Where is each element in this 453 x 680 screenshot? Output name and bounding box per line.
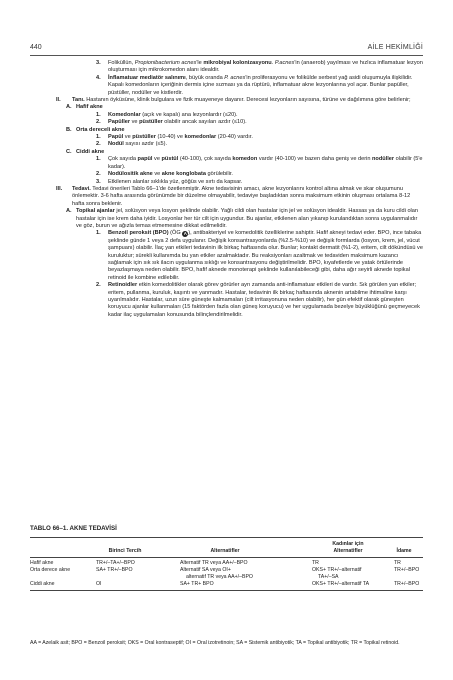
topical-agents-paragraph: A. Topikal ajanlar jel, solüsyon veya losyon şeklinde olabilir. Yağlı cildi olan hastalar için jel ve solüsyon idealdir. Hassas ya da kuru cildi olan hastalar için ise krem daha iyidir. Losyonlar her tür cilt için uygundur. Bu ajanlar, etkilenen alan yıkanıp kurulandıktan sonra uygulanmalıdır ve göz, burun ve ağızla temas etmemesine dikkat edilmelidir. — [66, 208, 419, 229]
column-header-alternatives: Alternatifler — [210, 548, 240, 554]
table-cell: Ciddi akne — [30, 581, 55, 587]
list-item: 3. Etkilenen alanlar sıklıkla yüz, göğüs ve sırtı da kapsar. — [96, 178, 243, 185]
item-follicle-colonization: 3. Foliküllün, Propionibacterium acnes'le mikrobiyal kolonizasyonu. P.acnes'in (anaerob) yayılması ve hızlıca inflamatuar lezyon oluşturması için mikrokomedon alanı idealdir. — [96, 60, 423, 74]
item-inflammatory-mediators: 4. İnflamatuar mediatör salınımı, büyük oranda P. acnes'in proliferasyonu ve folikülde serbest yağ asidi oluşumuyla ilişkilidir. Kapalı komedonların içeriğinin dermis içine sızması ya da rüptürü, inflamatuar akne lezyonlarına yol açar. Bunlar papüller, püstüller, nodüller ve kistlerdir. — [96, 74, 413, 96]
list-item: 2. Papüller ve püstüller olabilir ancak sayıları azdır (≤10). — [96, 119, 247, 126]
table-cell: Orta derece akne — [30, 567, 71, 573]
table-cell: SA+ TR+/–BPO — [96, 567, 133, 573]
table-cell: Alternatif SA veya OI+ — [180, 567, 231, 573]
table-cell: TR — [312, 560, 319, 566]
table-header-rule — [30, 557, 423, 558]
table-cell: SA+ TR+ BPO — [180, 581, 214, 587]
table-cell: TR — [394, 560, 401, 566]
running-title: AİLE HEKİMLİĞİ — [367, 44, 423, 51]
column-header-women-line1: Kadınlar için — [332, 541, 364, 547]
column-header-maintenance: İdame — [396, 548, 412, 554]
table-cell: OKS+ TR+/–alternatif TA — [312, 581, 370, 587]
heading-severe-acne: C. Ciddi akne — [66, 148, 105, 155]
page-number: 440 — [30, 44, 42, 51]
list-item: 1. Papül ve püstüller (10-40) ve komedonlar (20-40) vardır. — [96, 134, 253, 141]
table-cell: TR+/–BPO — [394, 581, 420, 587]
table-cell: TR+/–BPO — [394, 567, 420, 573]
list-item: 2. Nodül sayısı azdır (≤5). — [96, 141, 168, 148]
table-cell: TR+/–TA+/–BPO — [96, 560, 135, 566]
column-header-first-choice: Birinci Tercih — [108, 548, 142, 554]
table-footnote: AA = Azelaik asit; BPO = Benzoil peroksit; OKS = Oral kontraseptif; OI = Oral izotretinoin; SA = Sistemik antibiyotik; TA = Topikal antibiyotik; TR = Topikal retinoid. — [30, 640, 400, 646]
table-cell: OI — [96, 581, 102, 587]
table-title: TABLO 66–1. AKNE TEDAVİSİ — [30, 525, 117, 532]
retinoids-paragraph: 2. Retinoidler etkin komedolitikler olarak görev görürler ayrı zamanda anti-inflamatuar etkileri de vardır. Sık görülen yan etkiler; eritem, pullanma, kuruluk, kaşıntı ve yanmadır. Hastalar, tedavinin ilk birkaç haftasında aknenin artabilme ihtimaline karşı uyarılmalıdır. Hastalar, uzun süre güneşte kalmamaları (cilt irritasyonuna neden olabilir), her gün efektif olarak güneşten koruyucu ajanlar kullanmaları (15 faktörden fazla olan güneş koruyucu) ve her uygulamada bezelye büyüklüğünü geçmeyecek kadar ilaç uygulamaları konusunda bilinçlendirilmelidir. — [96, 282, 420, 318]
table-cell: Hafif akne — [30, 560, 54, 566]
section-treatment: III. Tedavi. Tedavi önerileri Tablo 66–1'de özetlenmiştir. Akne tedavisinin amacı, akne lezyonlarını kontrol altına almak ve skar oluşumunu önlemektir. 3-6 hafta arasında görünümde bir düzelme olmayabilir, tedaviye başladıktan sonra maksimum etkinin oluşması ortalama 8-12 hafta sonra beklenir. — [56, 185, 411, 207]
evidence-grade-badge: A — [183, 230, 187, 236]
section-diagnosis: II. Tanı. Hastanın öyküsüne, klinik bulgulara ve fizik muayeneye dayanır. Derecesi lezyonların sayısına, türüne ve dağılımına göre belirlenir; — [56, 97, 411, 104]
header-rule — [30, 55, 423, 56]
column-header-women-line2: Alternatifler — [333, 548, 363, 554]
list-item: 2. Nodülositik akne ve akne konglobata görülebilir. — [96, 171, 233, 178]
heading-moderate-acne: B. Orta dereceli akne — [66, 126, 125, 133]
table-cell: Alternatif TR veya AA+/–BPO — [180, 560, 248, 566]
list-item: 1. Komedonlar (açık ve kapalı) ana lezyonlardır (≤20). — [96, 111, 238, 118]
heading-mild-acne: A. Hafif akne — [66, 104, 103, 111]
table-cell: OKS+ TR+/–alternatif — [312, 567, 362, 573]
table-cell: alternatif TR veya AA+/–BPO — [186, 573, 253, 580]
benzoyl-peroxide-paragraph: 1. Benzoil peroksit (BPO) (ÖG A), antibakteriyel ve komedolitik özelliklerine sahiptir. Hafif akneyi tedavi eder. BPO, ince tabaka şeklinde günde 1 veya 2 defa uygulanır. Değişik konsantrasyonlarda (%2.5-%10) ve değişik formlarda (losyon, krem, jel, vücut şampuanı) olabilir. İlaç yan etkileri tedavinin ilk birkaç haftasında olur. Bunlar; kontakt dermatit (%1-2), eritem, cilt dökündüsü ve kuruluktur; sürekli kullanımda bu yan etkiler azalmaktadır. Bu reaksiyonları azaltmak ve tedaviden maksimum kazancı sağlamak için sık sık ilacın uygulanma sıklığı ve konsantrasyonu değiştirilmelidir. BPO, kıyafetlerde ve yatak örtülerinde beyazlaşmaya neden olabilir. BPO, hafif aknede monoterapi şeklinde kullanılabileceği gibi, daha ağır seyirli aknede topikal retinoid ile kombine edilebilir. — [96, 230, 423, 281]
table-bottom-rule — [30, 590, 423, 591]
table-top-rule — [30, 537, 423, 538]
main-text — [30, 60, 423, 319]
list-item: 1. Çok sayıda papül ve püstül (40-100), çok sayıda komedon vardır (40-100) ve bazen daha geniş ve derin nodüller olabilir (5'e kadar). — [96, 156, 423, 170]
running-header — [30, 44, 423, 55]
table-cell: TA+/–SA — [318, 573, 339, 580]
